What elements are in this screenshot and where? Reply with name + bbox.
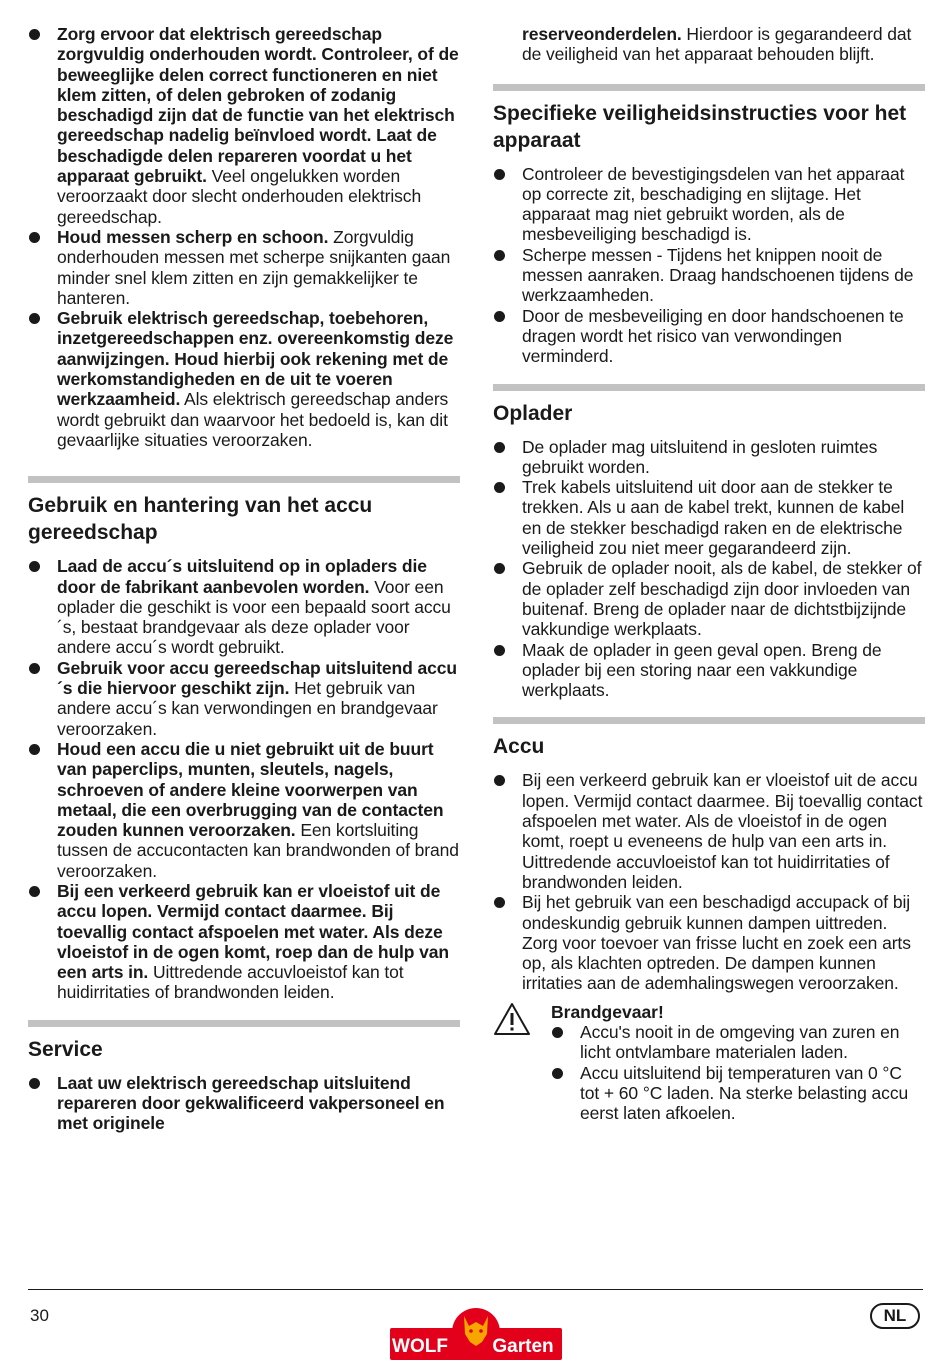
footer-rule (28, 1289, 923, 1290)
list-item: Gebruik de oplader nooit, als de kabel, de stekker of de oplader zelf beschadigd zijn door invloeden van buitenaf. Breng de oplader naar de dichtstbijzijnde vakkundige werkplaats. (493, 558, 925, 639)
page-number: 30 (30, 1306, 49, 1325)
section-divider (493, 384, 925, 391)
language-badge: NL (870, 1303, 920, 1329)
section-divider (28, 1020, 460, 1027)
list-item: Bij een verkeerd gebruik kan er vloeistof uit de accu lopen. Vermijd contact daarmee. Bij toevallig contact afspoelen met water. Als de vloeistof in de ogen komt, roept u eveneens de hulp van een arts in. Uittredende accuvloeistof kan tot huidirritaties of brandwonden leiden. (493, 770, 925, 892)
list-item: Scherpe messen - Tijdens het knippen nooit de messen aanraken. Draag handschoenen tijdens de werkzaamheden. (493, 245, 925, 306)
intro-list (28, 24, 460, 450)
list-item: Gebruik voor accu gereedschap uitsluitend accu´s die hiervoor geschikt zijn. Het gebruik van andere accu´s kan verwondingen en brandgevaar veroorzaken. (28, 658, 460, 739)
wolf-garten-logo (390, 1308, 562, 1360)
service-continuation: reserveonderdelen. Hierdoor is gegarandeerd dat de veiligheid van het apparaat behouden blijft. (522, 24, 912, 65)
list-item: Maak de oplader in geen geval open. Breng de oplader bij een storing naar een vakkundige werkplaats. (493, 640, 925, 701)
oplader-list (493, 437, 925, 701)
specific-list (493, 164, 925, 367)
section-divider (493, 84, 925, 91)
list-item: Door de mesbeveiliging en door handschoenen te dragen wordt het risico van verwondingen verminderd. (493, 306, 925, 367)
logo-text-garten: Garten (492, 1336, 554, 1357)
list-item: De oplader mag uitsluitend in gesloten ruimtes gebruikt worden. (493, 437, 925, 478)
list-item: Controleer de bevestigingsdelen van het apparaat op correcte zit, beschadiging en slijtage. Het apparaat mag niet gebruikt worden, als de mesbeveiliging beschadigd is. (493, 164, 925, 245)
list-item: Houd een accu die u niet gebruikt uit de buurt van paperclips, munten, sleutels, nagels, schroeven of andere kleine voorwerpen van metaal, die een overbrugging van de contacten zouden kunnen veroorzaken. Een kortsluiting tussen de accucontacten kan brandwonden of brand veroorzaken. (28, 739, 460, 881)
list-item: Bij het gebruik van een beschadigd accupack of bij ondeskundig gebruik kunnen dampen uittreden. Zorg voor toevoer van frisse lucht en zoek een arts op, als klachten optreden. De dampen kunnen irritaties aan de ademhalingswegen veroorzaken. (493, 892, 925, 993)
list-item: Houd messen scherp en schoon. Zorgvuldig onderhouden messen met scherpe snijkanten gaan minder snel klem zitten en zijn gemakkelijker te hanteren. (28, 227, 460, 308)
accu-usage-list (28, 556, 460, 1003)
accu-list (493, 770, 925, 993)
section-title-oplader: Oplader (493, 401, 573, 425)
list-item: Bij een verkeerd gebruik kan er vloeistof uit de accu lopen. Vermijd contact daarmee. Bij toevallig contact afspoelen met water. Als deze vloeistof in de ogen komt, roep dan de hulp van een arts in. Uittredende accuvloeistof kan tot huidirritaties of brandwonden leiden. (28, 881, 460, 1003)
warning-list (551, 1022, 925, 1123)
section-divider (493, 717, 925, 724)
section-title-accu-gebruik: Gebruik en hantering van het accu gereedschap (28, 494, 373, 545)
section-title-specifiek: Specifieke veiligheidsinstructies voor het apparaat (493, 101, 907, 152)
fire-warning (493, 1002, 925, 1124)
section-title-service: Service (28, 1037, 103, 1061)
list-item: Laad de accu´s uitsluitend op in opladers die door de fabrikant aanbevolen worden. Voor een oplader die geschikt is voor een bepaald soort accu´s, bestaat brandgevaar als deze oplader voor andere accu´s wordt gebruikt. (28, 556, 460, 657)
section-divider (28, 476, 460, 483)
service-list (28, 1073, 460, 1134)
list-item: Gebruik elektrisch gereedschap, toebehoren, inzetgereedschappen enz. overeenkomstig deze aanwijzingen. Houd hierbij ook rekening met de werkomstandigheden en de uit te voeren werkzaamheid. Als elektrisch gereedschap anders wordt gebruikt dan waarvoor het bedoeld is, kan dit gevaarlijke situaties veroorzaken. (28, 308, 460, 450)
list-item: Trek kabels uitsluitend uit door aan de stekker te trekken. Als u aan de kabel trekt, kunnen de kabel en de stekker beschadigd raken en de elektrische veiligheid zou niet meer gegarandeerd zijn. (493, 477, 925, 558)
list-item: Accu uitsluitend bij temperaturen van 0 °C tot + 60 °C laden. Na sterke belasting accu eerst laten afkoelen. (551, 1063, 925, 1124)
list-item: Accu's nooit in de omgeving van zuren en licht ontvlambare materialen laden. (551, 1022, 925, 1063)
warning-triangle-icon (493, 1002, 531, 1036)
list-item: Zorg ervoor dat elektrisch gereedschap zorgvuldig onderhouden wordt. Controleer, of de beweeglijke delen correct functioneren en niet klem zitten, of delen gebroken of zodanig beschadigd zijn dat de functie van het elektrisch gereedschap nadelig beïnvloed wordt. Laat de beschadigde delen repareren voordat u het apparaat gebruikt. Veel ongelukken worden veroorzaakt door slecht onderhouden elektrisch gereedschap. (28, 24, 460, 227)
logo-text-wolf: WOLF (392, 1336, 448, 1357)
left-column (28, 24, 460, 1134)
section-title-accu: Accu (493, 735, 545, 759)
right-column (493, 24, 925, 1123)
list-item: Laat uw elektrisch gereedschap uitsluitend repareren door gekwalificeerd vakpersoneel en met originele (28, 1073, 460, 1134)
warning-title: Brandgevaar! (551, 1001, 664, 1022)
